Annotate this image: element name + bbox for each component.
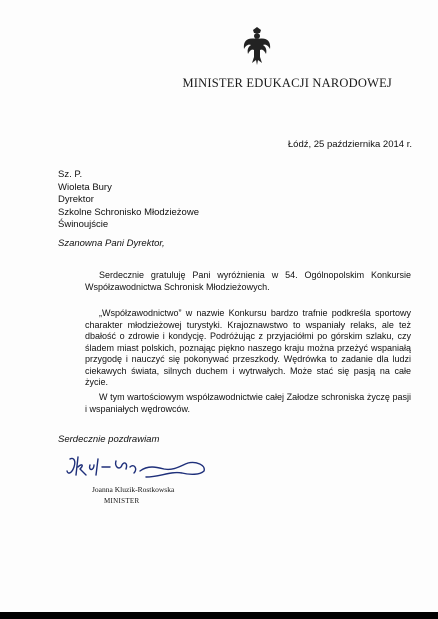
- polish-eagle-emblem-icon: [242, 27, 272, 67]
- signatory-name: Joanna Kluzik-Rostkowska: [92, 485, 175, 494]
- scan-border: [0, 612, 438, 619]
- recipient-position: Dyrektor: [58, 194, 94, 206]
- paragraph-text: „Współzawodnictwo” w nazwie Konkursu bardzo trafnie podkreśla sportowy charakter młodzieżowej turystyki. Krajoznawstwo to wspaniały relaks, ale też dbałość o zdrowie i kondycję. Podróżując z przyjaciółmi po górskim szlaku, czy śladem miast polskich, poznając piękno naszego kraju można przeżyć wspaniałą przygodę i nauczyć się pokonywać przeszkody. Wędrówka to zadanie dla ludzi ciekawych świata, silnych duchem i wytrwałych. Może stać się pasją na całe życie.: [85, 308, 411, 387]
- paragraph-text: Serdecznie gratuluję Pani wyróżnienia w 54. Ogólnopolskim Konkursie Współzawodnictwa Schronisk Młodzieżowych.: [85, 270, 411, 292]
- recipient-city: Świnoujście: [58, 219, 109, 231]
- letter-date: Łódź, 25 października 2014 r.: [287, 139, 412, 150]
- body-paragraph-2: [85, 308, 411, 389]
- handwritten-signature: [64, 453, 224, 483]
- paragraph-text: W tym wartościowym współzawodnictwie całej Załodze schroniska życzę pasji i wspaniałych wędrowców.: [85, 392, 411, 414]
- recipient-institution: Szkolne Schronisko Młodzieżowe: [58, 206, 199, 218]
- body-paragraph-3: [85, 392, 411, 415]
- recipient-line: Sz. P.: [58, 169, 83, 180]
- ministry-name: MINISTER EDUKACJI NARODOWEJ: [182, 76, 392, 90]
- closing-phrase: Serdecznie pozdrawiam: [58, 434, 160, 445]
- recipient-name: Wioleta Bury: [58, 181, 112, 193]
- body-paragraph-1: [85, 270, 411, 293]
- salutation: Szanowna Pani Dyrektor,: [58, 238, 165, 249]
- recipient-address: [58, 169, 199, 232]
- signatory-title: MINISTER: [104, 497, 140, 505]
